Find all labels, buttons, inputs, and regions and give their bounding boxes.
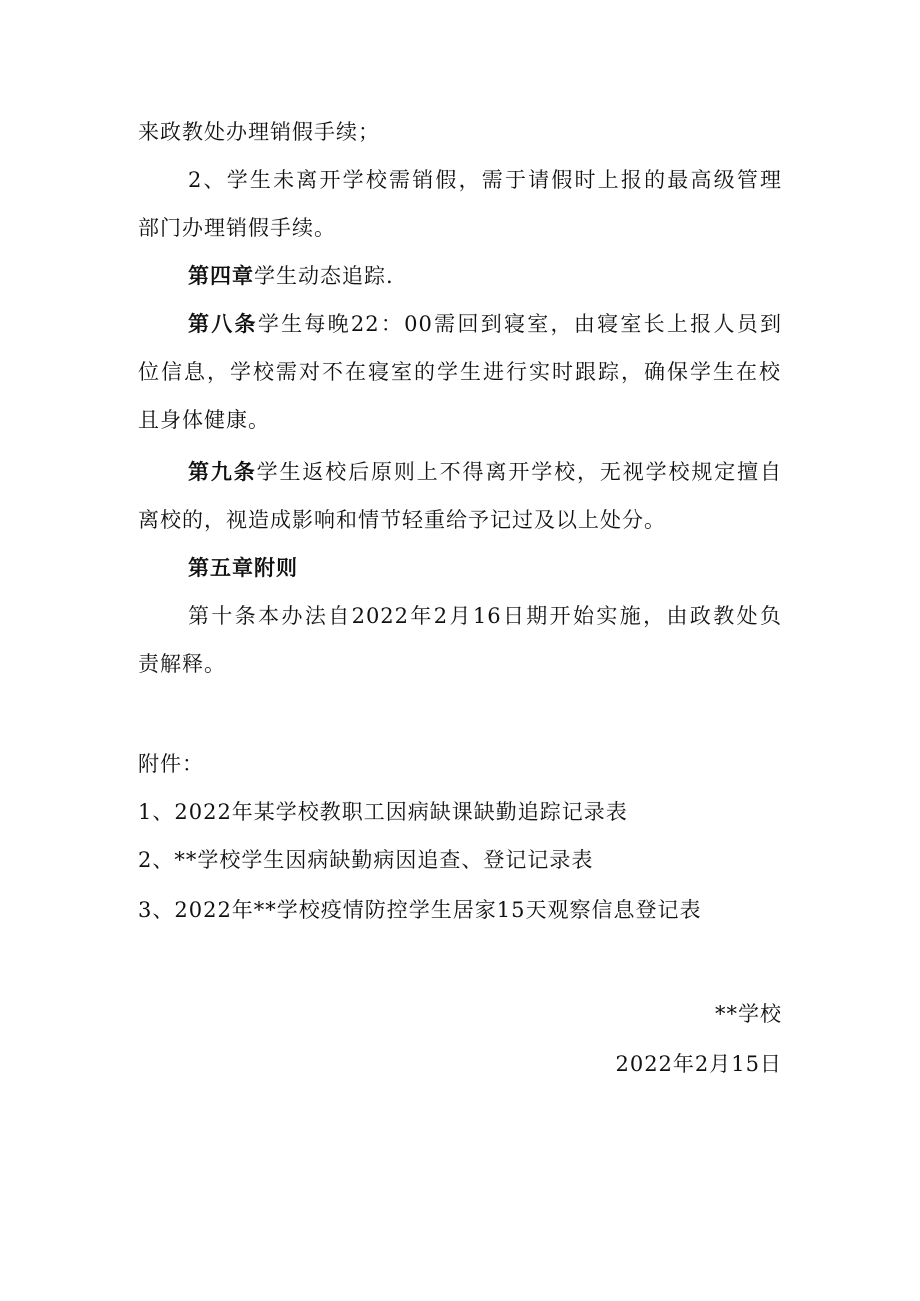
paragraph-line: 且身体健康。 bbox=[138, 408, 270, 432]
chapter-heading bbox=[188, 262, 394, 290]
article-text: 学生每晚22：00需回到寝室，由寝室长上报人员到 bbox=[257, 312, 782, 336]
chapter-number: 第四章 bbox=[188, 263, 254, 288]
chapter-heading: 第五章附则 bbox=[188, 555, 298, 580]
attachment-item: 1、2022年某学校教职工因病缺课缺勤追踪记录表 bbox=[138, 800, 628, 824]
signature-org: **学校 bbox=[715, 1002, 782, 1026]
paragraph-line: 2、学生未离开学校需销假，需于请假时上报的最高级管理 bbox=[188, 168, 782, 192]
paragraph-line: 位信息，学校需对不在寝室的学生进行实时跟踪，确保学生在校 bbox=[138, 360, 781, 384]
paragraph-line: 来政教处办理销假手续； bbox=[138, 120, 380, 144]
attachments-heading: 附件： bbox=[138, 752, 204, 776]
paragraph-line: 第十条本办法自2022年2月16日期开始实施，由政教处负 bbox=[188, 604, 782, 628]
article-number: 第八条 bbox=[188, 311, 258, 336]
attachment-item: 3、2022年**学校疫情防控学生居家15天观察信息登记表 bbox=[138, 898, 702, 922]
article-number: 第九条 bbox=[188, 459, 257, 484]
article-line bbox=[188, 310, 782, 338]
attachment-item: 2、**学校学生因病缺勤病因追查、登记记录表 bbox=[138, 848, 594, 872]
article-text: 学生返校后原则上不得离开学校，无视学校规定擅自 bbox=[256, 460, 782, 484]
paragraph-line: 离校的，视造成影响和情节轻重给予记过及以上处分。 bbox=[138, 508, 666, 532]
article-line bbox=[188, 458, 782, 486]
paragraph-line: 部门办理销假手续。 bbox=[138, 216, 336, 240]
paragraph-line: 责解释。 bbox=[138, 652, 226, 676]
chapter-title: 学生动态追踪. bbox=[254, 264, 394, 288]
signature-date: 2022年2月15日 bbox=[615, 1052, 782, 1076]
